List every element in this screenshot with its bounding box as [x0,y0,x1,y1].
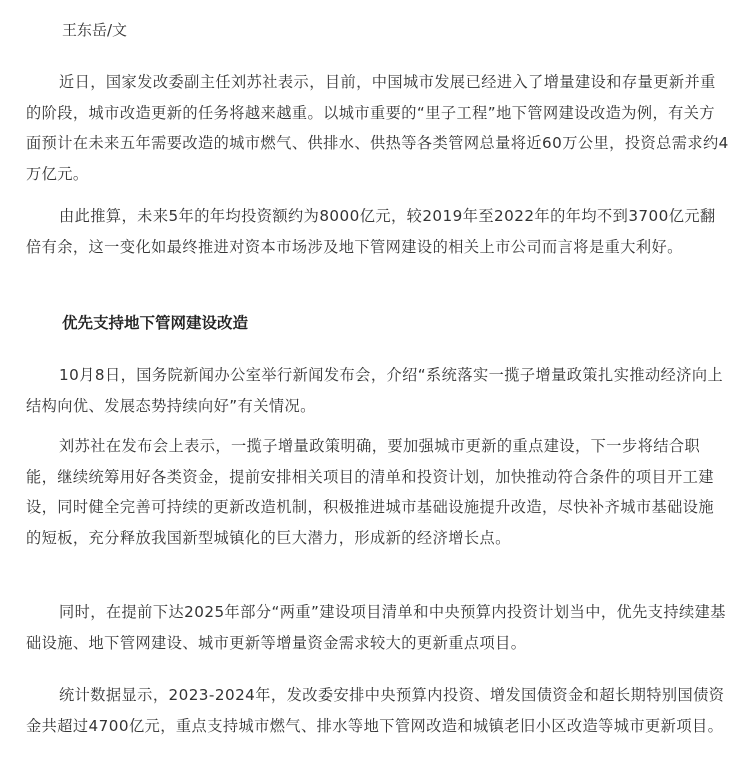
author-byline: 王东岳/文 [62,21,128,39]
paragraph-statistics: 统计数据显示，2023-2024年，发改委安排中央预算内投资、增发国债资金和超长期特别国债资金共超过4700亿元，重点支持城市燃气、排水等地下管网改造和城镇老旧小区改造等城市更新项目。 [26,686,725,735]
paragraph-estimate: 由此推算，未来5年的年均投资额约为8000亿元，较2019年至2022年的年均不到3700亿元翻倍有余，这一变化如最终推进对资本市场涉及地下管网建设的相关上市公司而言将是重大利好。 [26,207,716,256]
section-heading: 优先支持地下管网建设改造 [62,314,249,332]
paragraph-priority-support: 同时，在提前下达2025年部分“两重”建设项目清单和中央预算内投资计划当中，优先支持续建基础设施、地下管网建设、城市更新等增量资金需求较大的更新重点项目。 [26,603,726,652]
paragraph-intro: 近日，国家发改委副主任刘苏社表示，目前，中国城市发展已经进入了增量建设和存量更新并重的阶段，城市改造更新的任务将越来越重。以城市重要的“里子工程”地下管网建设改造为例，有关方面预计在未来五年需要改造的城市燃气、供排水、供热等各类管网总量将近60万公里，投资总需求约4万亿元。 [26,73,729,183]
paragraph-liu-susha-statement: 刘苏社在发布会上表示，一揽子增量政策明确，要加强城市更新的重点建设，下一步将结合职能，继续统筹用好各类资金，提前安排相关项目的清单和投资计划，加快推动符合条件的项目开工建设，同时健全完善可持续的更新改造机制，积极推进城市基础设施提升改造，尽快补齐城市基础设施的短板，充分释放我国新型城镇化的巨大潜力，形成新的经济增长点。 [26,437,715,547]
paragraph-press-conference: 10月8日，国务院新闻办公室举行新闻发布会，介绍“系统落实一揽子增量政策扎实推动经济向上结构向优、发展态势持续向好”有关情况。 [26,366,724,415]
